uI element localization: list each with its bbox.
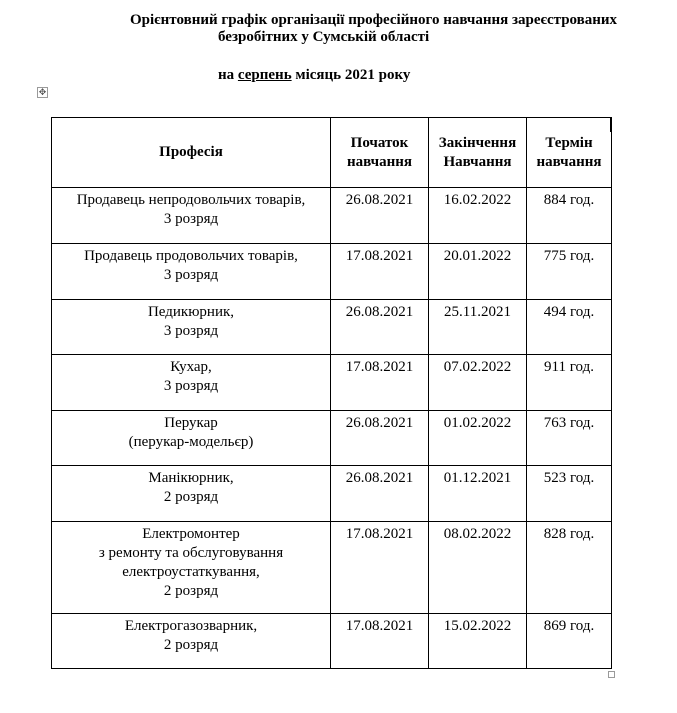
cell-start-date-text: 26.08.2021 [345, 304, 414, 320]
cell-end-date-text: 20.01.2022 [443, 248, 512, 264]
cell-end-date [429, 411, 527, 466]
table-body [52, 188, 612, 669]
header-term: Термін навчання [527, 118, 612, 188]
cell-profession [52, 188, 331, 244]
cell-start-date [331, 244, 429, 300]
table-row [52, 614, 612, 669]
cell-term [527, 522, 612, 614]
profession-line: Педикюрник, [147, 304, 235, 320]
cell-start-date [331, 355, 429, 411]
cell-profession [52, 522, 331, 614]
profession-line: Манікюрник, [148, 470, 234, 486]
cell-start-date-text: 17.08.2021 [345, 618, 414, 634]
table-row [52, 244, 612, 300]
cell-end-date-text: 08.02.2022 [443, 526, 512, 542]
title-line-2: безробітних у Сумській області [218, 29, 430, 45]
cell-term-text: 884 год. [543, 192, 595, 208]
cell-term [527, 411, 612, 466]
profession-line: Кухар, [170, 359, 212, 375]
training-schedule-table [51, 117, 612, 669]
cell-start-date-text: 17.08.2021 [345, 526, 414, 542]
profession-line: електроустаткування, [122, 564, 260, 580]
cell-end-date-text: 16.02.2022 [443, 192, 512, 208]
cell-term-text: 869 год. [543, 618, 595, 634]
table-header-row [52, 118, 612, 188]
cell-end-date-text: 01.12.2021 [443, 470, 512, 486]
subtitle-prefix: на [218, 67, 235, 83]
cell-end-date [429, 522, 527, 614]
cell-start-date-text: 26.08.2021 [345, 192, 414, 208]
subtitle-month: серпень [237, 67, 292, 83]
cell-end-date [429, 300, 527, 355]
table-row [52, 522, 612, 614]
profession-line: 3 розряд [163, 267, 219, 283]
subtitle-suffix: місяць 2021 року [295, 67, 411, 83]
cell-profession [52, 411, 331, 466]
cell-term-text: 763 год. [543, 415, 595, 431]
cell-end-date-text: 25.11.2021 [444, 304, 511, 320]
cell-end-date-text: 15.02.2022 [443, 618, 512, 634]
cell-term [527, 614, 612, 669]
cell-term [527, 300, 612, 355]
cell-term [527, 466, 612, 522]
table-row [52, 355, 612, 411]
table-row [52, 466, 612, 522]
table-row [52, 300, 612, 355]
cell-start-date-text: 17.08.2021 [345, 248, 414, 264]
cell-end-date [429, 244, 527, 300]
table-row [52, 188, 612, 244]
cell-start-date [331, 466, 429, 522]
cell-term-text: 911 год. [544, 359, 594, 375]
profession-line: 3 розряд [163, 323, 219, 339]
profession-line: (перукар-модельєр) [128, 434, 254, 450]
cell-term [527, 244, 612, 300]
cell-start-date-text: 26.08.2021 [345, 470, 414, 486]
profession-line: з ремонту та обслуговування [98, 545, 284, 561]
cell-term-text: 523 год. [543, 470, 595, 486]
cell-term [527, 188, 612, 244]
profession-line: Електрогазозварник, [124, 618, 258, 634]
cell-start-date [331, 411, 429, 466]
cell-end-date [429, 188, 527, 244]
cell-term-text: 494 год. [543, 304, 595, 320]
cell-profession [52, 300, 331, 355]
profession-line: 3 розряд [163, 211, 219, 227]
cell-start-date [331, 522, 429, 614]
table-row [52, 411, 612, 466]
header-end: Закінчення Навчання [429, 118, 527, 188]
cell-profession [52, 614, 331, 669]
cell-end-date [429, 466, 527, 522]
profession-line: 2 розряд [163, 637, 219, 653]
profession-line: Електромонтер [142, 526, 240, 542]
profession-line: Продавець непродовольчих товарів, [76, 192, 306, 208]
profession-line: Продавець продовольчих товарів, [84, 248, 298, 264]
profession-line: 2 розряд [163, 583, 219, 599]
cell-term-text: 828 год. [543, 526, 595, 542]
cell-start-date [331, 614, 429, 669]
cell-profession [52, 244, 331, 300]
cell-start-date-text: 26.08.2021 [345, 415, 414, 431]
cell-profession [52, 466, 331, 522]
cell-start-date-text: 17.08.2021 [345, 359, 414, 375]
table-move-handle-icon[interactable]: ✥ [38, 88, 47, 98]
title-line-1: Орієнтовний графік організації професійного навчання зареєстрованих [130, 12, 618, 28]
cell-term-text: 775 год. [543, 248, 595, 264]
cell-start-date [331, 300, 429, 355]
cell-start-date [331, 188, 429, 244]
profession-line: Перукар [164, 415, 218, 431]
cell-end-date [429, 355, 527, 411]
profession-line: 2 розряд [163, 489, 219, 505]
header-profession: Професія [52, 118, 331, 188]
table-resize-handle[interactable] [608, 671, 615, 678]
cell-end-date-text: 07.02.2022 [443, 359, 512, 375]
cell-end-date-text: 01.02.2022 [443, 415, 512, 431]
cell-term [527, 355, 612, 411]
document-subtitle [218, 67, 410, 84]
cell-end-date [429, 614, 527, 669]
profession-line: 3 розряд [163, 378, 219, 394]
cell-profession [52, 355, 331, 411]
header-start: Початок навчання [331, 118, 429, 188]
